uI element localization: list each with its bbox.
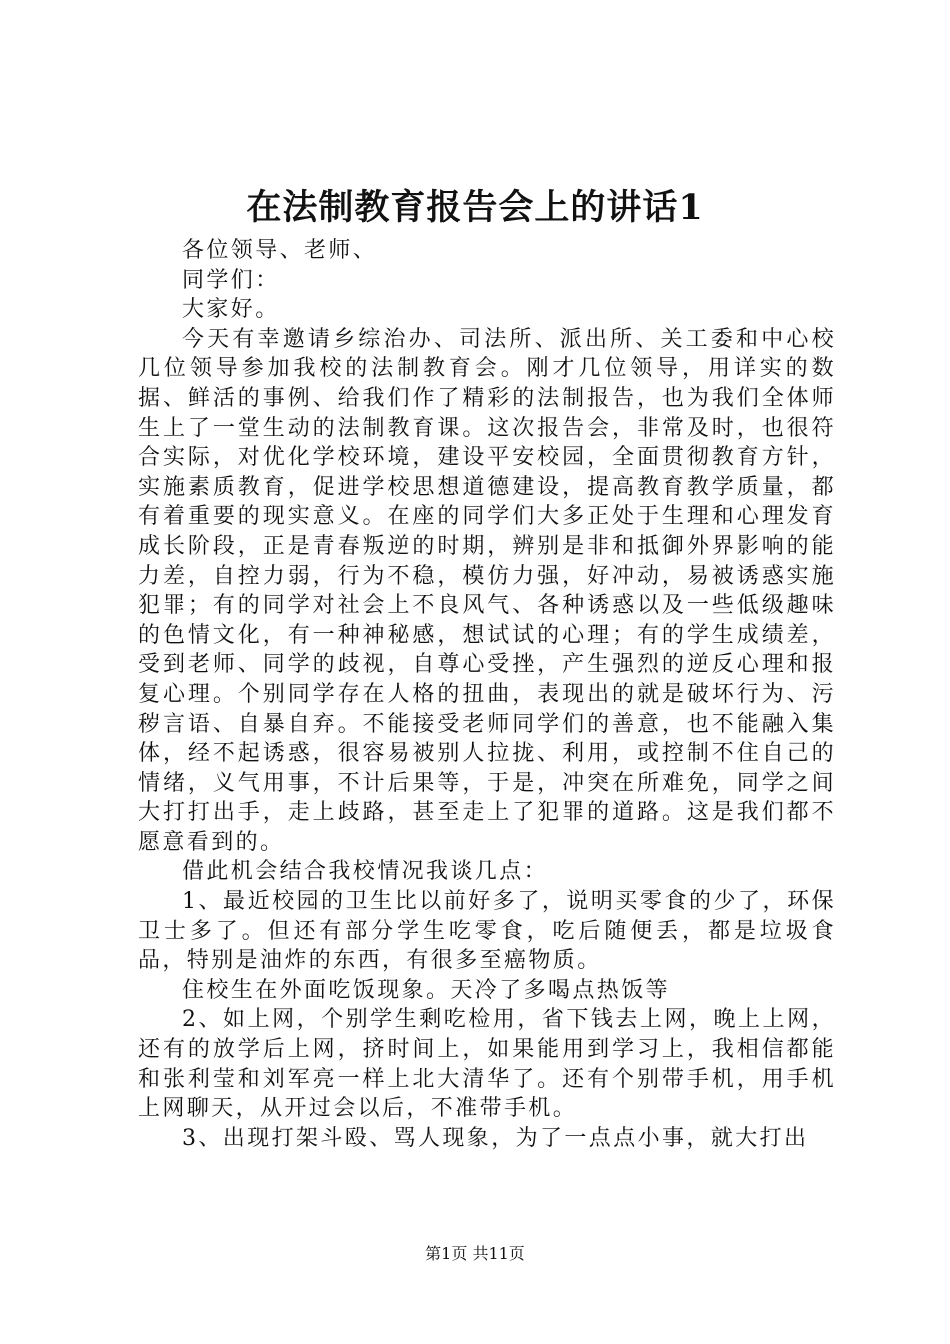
greeting: 大家好。 <box>182 297 280 323</box>
document-title: 在法制教育报告会上的讲话1 <box>246 187 704 228</box>
body-paragraph: 2、如上网，个别学生剩吃检用，省下钱去上网，晚上上网，还有的放学后上网，挤时间上，如果能用到学习上，我相信都能和张利莹和刘军亮一样上北大清华了。还有个别带手机，用手机上网聊天，从开过会以后，不准带手机。 <box>138 1007 836 1122</box>
body-paragraph: 借此机会结合我校情况我谈几点： <box>182 859 549 885</box>
body-paragraph: 1、最近校园的卫生比以前好多了，说明买零食的少了，环保卫士多了。但还有部分学生吃零食，吃后随便丢，都是垃圾食品，特别是油炸的东西，有很多至癌物质。 <box>138 889 836 974</box>
body-paragraph: 今天有幸邀请乡综治办、司法所、派出所、关工委和中心校几位领导参加我校的法制教育会。刚才几位领导，用详实的数据、鲜活的事例、给我们作了精彩的法制报告，也为我们全体师生上了一堂生动的法制教育课。这次报告会，非常及时，也很符合实际，对优化学校环境，建设平安校园，全面贯彻教育方针，实施素质教育，促进学校思想道德建设，提高教育教学质量，都有着重要的现实意义。在座的同学们大多正处于生理和心理发育成长阶段，正是青春叛逆的时期，辨别是非和抵御外界影响的能力差，自控力弱，行为不稳，模仿力强，好冲动，易被诱惑实施犯罪；有的同学对社会上不良风气、各种诱惑以及一些低级趣味的色情文化，有一种神秘感，想试试的心理；有的学生成绩差，受到老师、同学的歧视，自尊心受挫，产生强烈的逆反心理和报复心理。个别同学存在人格的扭曲，表现出的就是破坏行为、污秽言语、自暴自弃。不能接受老师同学们的善意，也不能融入集体，经不起诱惑，很容易被别人拉拢、利用，或控制不住自己的情绪，义气用事，不计后果等，于是，冲突在所难免，同学之间大打打出手，走上歧路，甚至走上了犯罪的道路。这是我们都不愿意看到的。 <box>138 326 836 855</box>
document-body <box>138 236 836 1153</box>
body-paragraph: 住校生在外面吃饭现象。天冷了多喝点热饭等 <box>182 977 671 1003</box>
salutation-line-1: 各位领导、老师、 <box>182 238 378 263</box>
body-paragraph: 3、出现打架斗殴、骂人现象，为了一点点小事，就大打出 <box>182 1125 809 1151</box>
page-footer: 第1页 共11页 <box>425 1244 525 1263</box>
salutation-line-2: 同学们： <box>182 267 280 293</box>
